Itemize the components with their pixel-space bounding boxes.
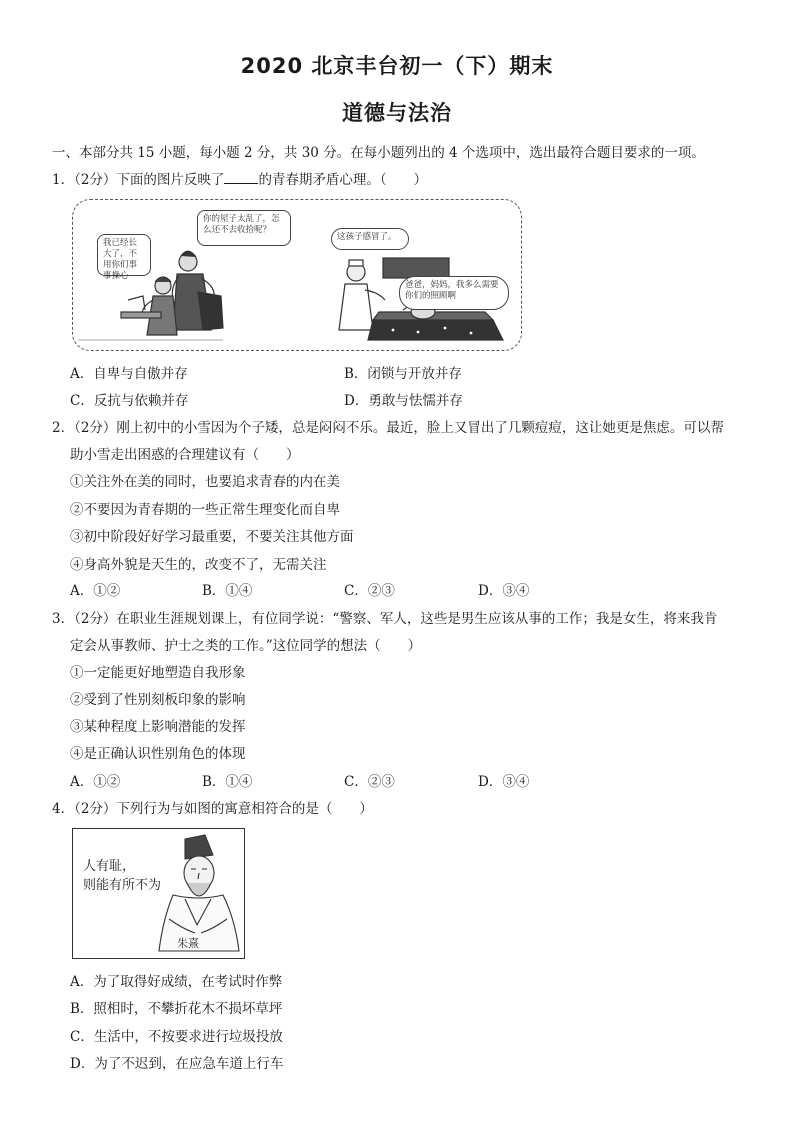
q3-item-1: ①一定能更好地塑造自我形象: [70, 665, 246, 681]
q1-bubble-doctor: 这孩子感冒了。: [331, 228, 409, 250]
q2-option-b[interactable]: B．①④: [202, 583, 253, 599]
q3-option-d[interactable]: D．③④: [478, 774, 530, 790]
q3-stem-line1: 3．（2分）在职业生涯规划课上，有位同学说：“警察、军人，这些是男生应该从事的工作；我是女生，将来我肯: [52, 611, 718, 627]
q4-option-c[interactable]: C．生活中，不按要求进行垃圾投放: [70, 1029, 283, 1045]
q2-stem-line1: 2．（2分）刚上初中的小雪因为个子矮，总是闷闷不乐。最近，脸上又冒出了几颗痘痘，这让她更是焦虑。可以帮: [52, 420, 724, 436]
q1-option-b[interactable]: B．闭锁与开放并存: [344, 366, 462, 382]
q3-item-3: ③某种程度上影响潜能的发挥: [70, 719, 246, 735]
q2-item-3: ③初中阶段好好学习最重要，不要关注其他方面: [70, 529, 354, 545]
q1-bubble-girl: 我已经长大了，不用你们事事操心: [97, 234, 151, 276]
q1-bubble-mother: 你的屋子太乱了，怎么还不去收拾呢？: [197, 210, 291, 246]
q1-blank: [224, 170, 258, 184]
q4-option-a[interactable]: A．为了取得好成绩，在考试时作弊: [70, 974, 283, 990]
q3-option-a[interactable]: A．①②: [70, 774, 121, 790]
section-instruction: 一、本部分共 15 小题，每小题 2 分，共 30 分。在每小题列出的 4 个选项中，选出最符合题目要求的一项。: [52, 145, 705, 161]
q1-option-c[interactable]: C．反抗与依赖并存: [70, 393, 189, 409]
q4-zhuxi-portrait-image: [72, 828, 245, 959]
q4-option-b[interactable]: B．照相时，不攀折花木不损坏草坪: [70, 1001, 283, 1017]
q2-option-c[interactable]: C．②③: [344, 583, 395, 599]
q1-stem-after: 的青春期矛盾心理。（ ）: [258, 172, 428, 188]
q1-bubble-patient: 爸爸，妈妈，我多么需要你们的照顾啊: [399, 276, 509, 310]
q2-option-d[interactable]: D．③④: [478, 583, 530, 599]
q1-stem-before: 1．（2分）下面的图片反映了: [52, 172, 225, 188]
q4-stem: 4．（2分）下列行为与如图的寓意相符合的是（ ）: [52, 801, 373, 817]
q3-stem-line2: 定会从事教师、护士之类的工作。”这位同学的想法（ ）: [70, 638, 422, 654]
q4-option-d[interactable]: D．为了不迟到，在应急车道上行车: [70, 1056, 284, 1072]
q3-option-c[interactable]: C．②③: [344, 774, 395, 790]
q2-item-1: ①关注外在美的同时，也要追求青春的内在美: [70, 474, 340, 490]
q3-option-b[interactable]: B．①④: [202, 774, 253, 790]
q4-quote-line2: 则能有所不为: [83, 878, 162, 893]
page-title: 2020 北京丰台初一（下）期末: [240, 54, 554, 78]
q2-stem-line2: 助小雪走出困惑的合理建议有（ ）: [70, 447, 300, 463]
q3-item-4: ④是正确认识性别角色的体现: [70, 746, 246, 762]
q4-quote-line1: 人有耻，: [83, 859, 136, 874]
q4-signature: 朱熹: [177, 937, 199, 950]
q1-stem: [52, 170, 427, 189]
q2-option-a[interactable]: A．①②: [70, 583, 121, 599]
q3-item-2: ②受到了性别刻板印象的影响: [70, 692, 246, 708]
q1-cartoon-image: [72, 199, 522, 351]
q2-item-2: ②不要因为青春期的一些正常生理变化而自卑: [70, 502, 340, 518]
q2-item-4: ④身高外貌是天生的，改变不了，无需关注: [70, 557, 327, 573]
q1-option-a[interactable]: A．自卑与自傲并存: [70, 366, 188, 382]
q1-option-d[interactable]: D．勇敢与怯懦并存: [344, 393, 463, 409]
page-subtitle: 道德与法治: [342, 101, 452, 125]
